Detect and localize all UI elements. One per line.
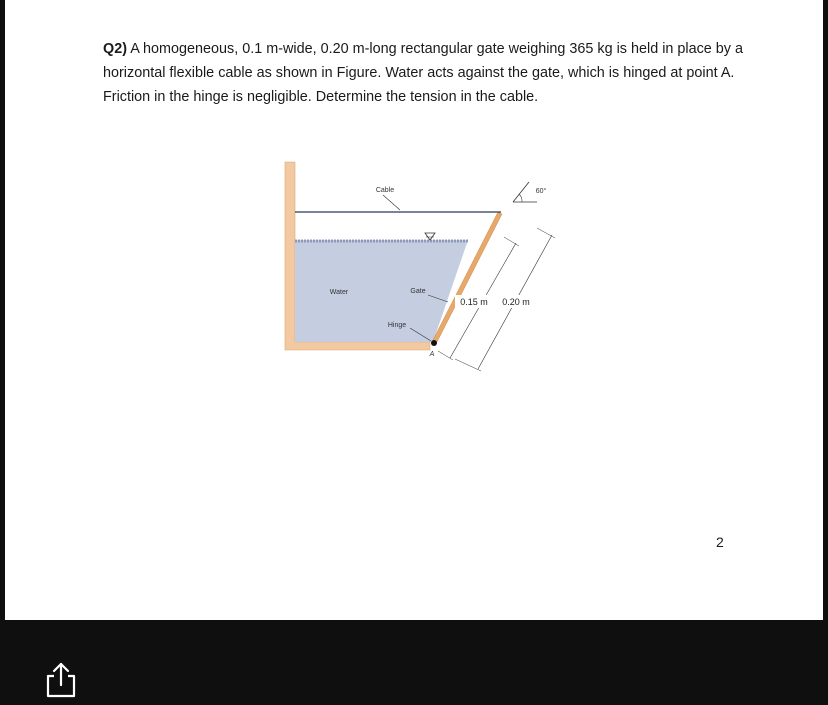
document-page [5,0,823,620]
hinge-label: Hinge [387,322,407,329]
dim-label-gate: 0.20 m [502,297,530,307]
hinge-dot [431,340,437,346]
question-text [103,37,743,109]
water-label: Water [329,289,349,296]
point-a-label: A [429,351,435,358]
gate-figure [275,155,565,390]
question-body: A homogeneous, 0.1 m-wide, 0.20 m-long rectangular gate weighing 365 kg is held in place by a horizontal flexible cable as shown in Figure. Water acts against the gate, which is hinged at point A. Friction in the hinge is negligible. Determine the tension in the cable. [103,41,744,105]
dim-label-water: 0.15 m [460,297,488,307]
gate-diagram [275,155,565,385]
share-button[interactable] [44,660,78,700]
angle-label: 60° [535,188,547,195]
gate-label: Gate [410,288,426,295]
question-label: Q2) [103,41,127,57]
free-surface-marker [425,233,435,240]
cable-label: Cable [375,187,395,194]
share-icon [44,660,78,700]
bottom-toolbar [0,620,828,704]
page-number: 2 [716,534,724,550]
